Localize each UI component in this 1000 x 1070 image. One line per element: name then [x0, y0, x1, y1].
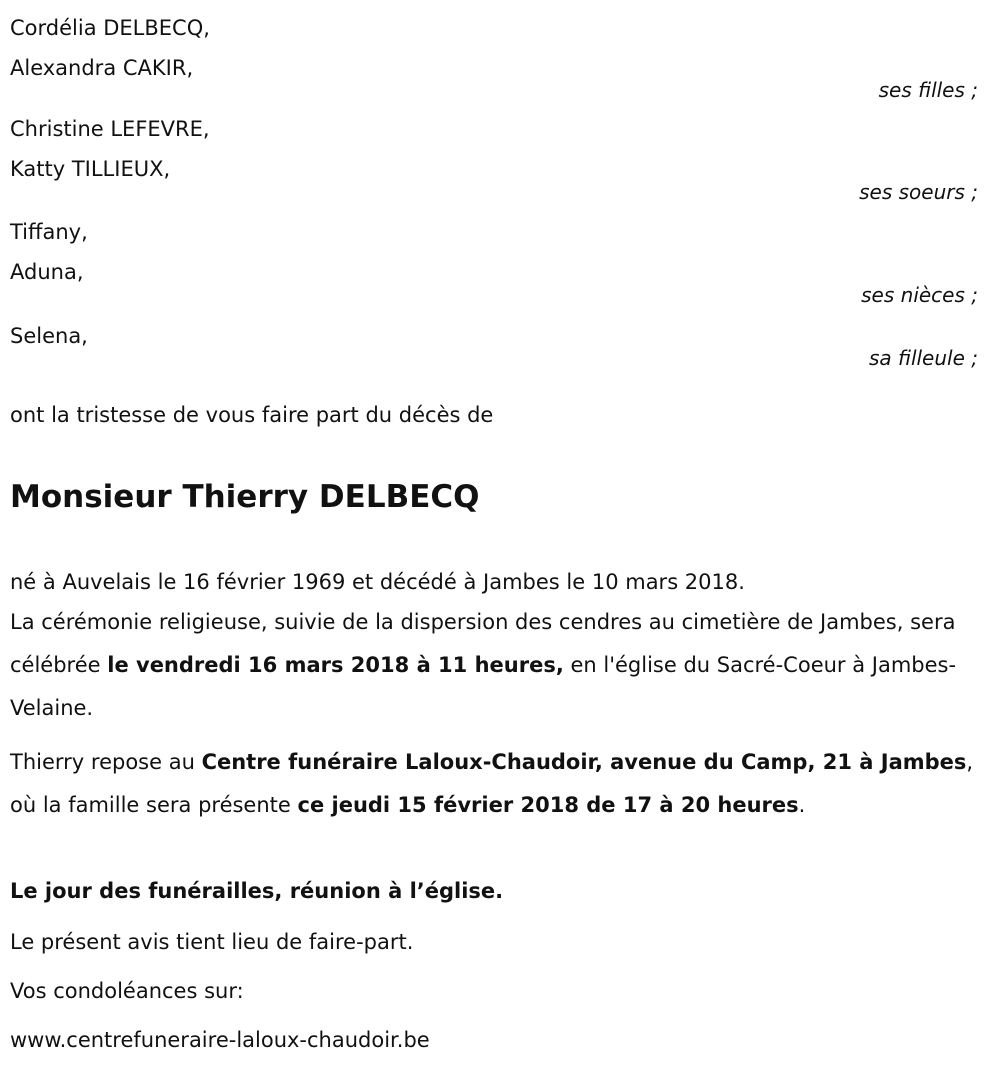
intro-text: ont la tristesse de vous faire part du décès de [10, 403, 494, 427]
website-link[interactable]: www.centrefuneraire-laloux-chaudoir.be [10, 1028, 430, 1052]
ceremony-text: La cérémonie religieuse, suivie de la dispersion des cendres au cimetière de Jambes, sera célébrée [10, 610, 956, 677]
family-relation: ses nièces ; [861, 283, 978, 307]
meeting-note: Le jour des funérailles, réunion à l’église. [10, 879, 504, 903]
birth-death: né à Auvelais le 16 février 1969 et décédé à Jambes le 10 mars 2018. [10, 570, 745, 594]
notice-text: Le présent avis tient lieu de faire-part. [10, 930, 414, 954]
family-name: Selena, [10, 324, 88, 348]
deceased-name: Monsieur Thierry DELBECQ [10, 479, 480, 515]
family-relation: ses soeurs ; [859, 180, 978, 204]
visitation-text: Thierry repose au [10, 750, 202, 774]
family-name: Alexandra CAKIR, [10, 56, 194, 80]
ceremony-datetime: le vendredi 16 mars 2018 à 11 heures, [107, 653, 564, 677]
family-name: Christine LEFEVRE, [10, 117, 210, 141]
family-name: Cordélia DELBECQ, [10, 16, 210, 40]
visitation-text: . [798, 793, 806, 817]
visitation-text: , où la famille sera présente [10, 750, 974, 817]
visitation-place: Centre funéraire Laloux-Chaudoir, avenue du Camp, 21 à Jambes [201, 750, 967, 774]
ceremony-paragraph [10, 601, 985, 730]
family-name: Katty TILLIEUX, [10, 157, 171, 181]
ceremony-place: en l'église du Sacré-Coeur à Jambes-Velaine. [10, 653, 957, 720]
family-relation: sa filleule ; [868, 346, 978, 370]
condolences-label: Vos condoléances sur: [10, 979, 244, 1003]
visitation-paragraph [10, 741, 985, 827]
visitation-datetime: ce jeudi 15 février 2018 de 17 à 20 heures [297, 793, 799, 817]
family-name: Tiffany, [10, 220, 88, 244]
family-name: Aduna, [10, 260, 84, 284]
family-relation: ses filles ; [878, 78, 978, 102]
